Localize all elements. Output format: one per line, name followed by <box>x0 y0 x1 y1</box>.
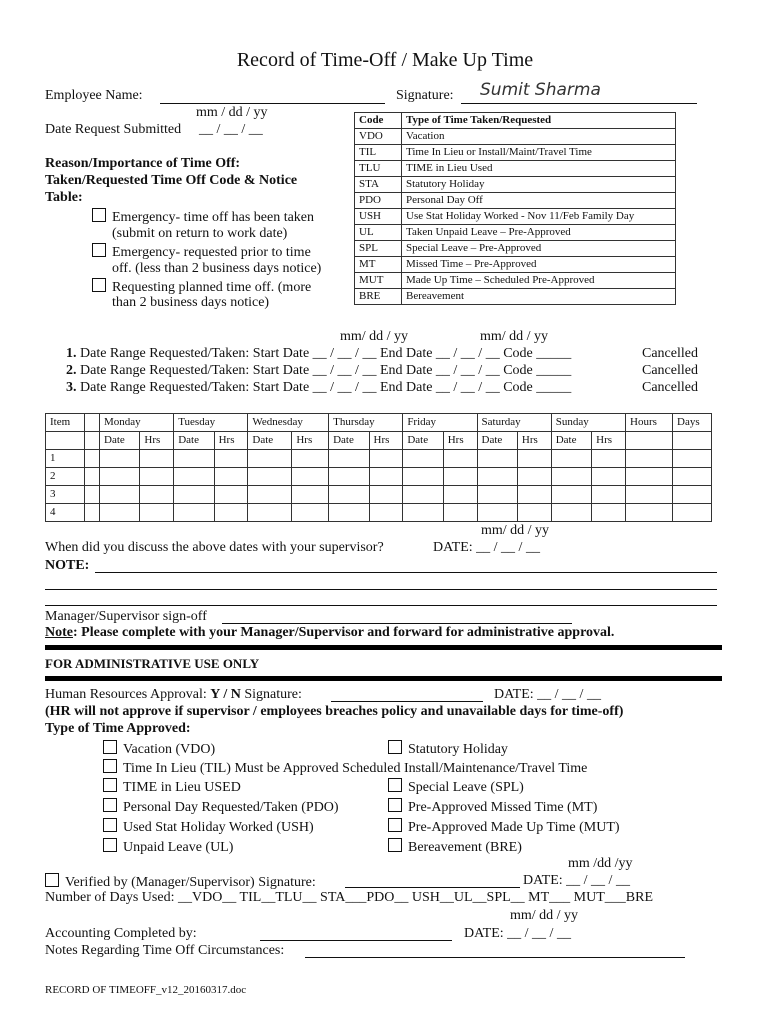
verified-date-format: mm /dd /yy <box>568 856 633 871</box>
date-range-row[interactable] <box>66 380 571 396</box>
date-range-text[interactable]: Date Range Requested/Taken: Start Date __ / __ / __ End Date __ / __ / __ Code _____ <box>80 363 572 378</box>
date-range-number: 3. <box>66 380 77 395</box>
week-cell[interactable] <box>403 504 443 522</box>
cancelled-label[interactable]: Cancelled <box>642 380 698 395</box>
type-cell: Missed Time – Pre-Approved <box>402 257 676 273</box>
week-row <box>46 468 712 486</box>
hr-approval-label: Human Resources Approval: <box>45 687 207 702</box>
week-cell[interactable] <box>626 486 673 504</box>
code-cell: USH <box>355 209 402 225</box>
week-cell[interactable] <box>248 450 292 468</box>
date-range-text[interactable]: Date Range Requested/Taken: Start Date __ / __ / __ End Date __ / __ / __ Code _____ <box>80 380 572 395</box>
date-subheader: Date <box>403 432 443 450</box>
code-cell: BRE <box>355 289 402 305</box>
code-table <box>354 112 676 305</box>
week-cell[interactable] <box>443 450 477 468</box>
type-cell: Taken Unpaid Leave – Pre-Approved <box>402 225 676 241</box>
approved-type-option[interactable] <box>103 818 314 836</box>
range-date-format-a: mm/ dd / yy <box>340 329 409 344</box>
approved-type-label: Bereavement (BRE) <box>408 840 522 855</box>
week-cell[interactable] <box>551 450 591 468</box>
approved-type-option[interactable] <box>388 838 522 856</box>
week-cell[interactable] <box>673 450 712 468</box>
discuss-date-field[interactable]: DATE: __ / __ / __ <box>433 540 540 555</box>
code-table-row <box>355 193 676 209</box>
week-cell[interactable] <box>85 504 100 522</box>
days-used-row[interactable]: Number of Days Used: __VDO__ TIL__TLU__ STA___PDO__ USH__UL__SPL__ MT___ MUT___BRE <box>45 890 653 905</box>
week-cell[interactable] <box>369 504 403 522</box>
week-cell[interactable] <box>329 486 369 504</box>
approved-type-label: TIME in Lieu USED <box>123 780 241 795</box>
week-cell[interactable] <box>214 504 248 522</box>
date-request-label: Date Request Submitted <box>45 122 182 137</box>
date-subheader: Date <box>174 432 214 450</box>
code-cell: VDO <box>355 129 402 145</box>
week-cell[interactable] <box>477 504 517 522</box>
accounting-field[interactable] <box>260 940 452 941</box>
hrs-subheader: Hrs <box>292 432 329 450</box>
week-cell[interactable] <box>248 486 292 504</box>
verified-date-field[interactable]: DATE: __ / __ / __ <box>523 873 630 888</box>
code-cell: TLU <box>355 161 402 177</box>
approved-type-option[interactable] <box>103 798 339 816</box>
week-cell[interactable] <box>140 486 174 504</box>
week-cell[interactable] <box>100 486 140 504</box>
week-cell[interactable] <box>517 468 551 486</box>
date-format-hint: mm / dd / yy <box>196 105 268 120</box>
date-subheader: Date <box>329 432 369 450</box>
week-cell[interactable] <box>329 504 369 522</box>
admin-heading: FOR ADMINISTRATIVE USE ONLY <box>45 656 260 671</box>
week-cell[interactable] <box>517 486 551 504</box>
week-cell[interactable] <box>214 486 248 504</box>
type-cell: Use Stat Holiday Worked - Nov 11/Feb Family Day <box>402 209 676 225</box>
reason-option-2[interactable]: Emergency- requested prior to time <box>92 243 311 261</box>
week-cell[interactable] <box>517 504 551 522</box>
code-cell: UL <box>355 225 402 241</box>
approved-type-label: Unpaid Leave (UL) <box>123 840 234 855</box>
blank-cell <box>85 414 100 432</box>
week-cell[interactable] <box>85 486 100 504</box>
approved-type-option[interactable] <box>388 778 524 796</box>
week-cell[interactable] <box>85 468 100 486</box>
week-cell[interactable] <box>626 504 673 522</box>
week-cell[interactable] <box>443 504 477 522</box>
date-range-row[interactable] <box>66 363 571 379</box>
code-cell: TIL <box>355 145 402 161</box>
note-field[interactable] <box>95 572 717 573</box>
week-cell[interactable] <box>292 504 329 522</box>
checkbox[interactable] <box>103 740 117 754</box>
week-cell[interactable] <box>369 486 403 504</box>
code-table-row <box>355 225 676 241</box>
signature-label: Signature: <box>396 88 454 103</box>
notes-regarding-label: Notes Regarding Time Off Circumstances: <box>45 943 285 958</box>
week-cell[interactable] <box>140 450 174 468</box>
type-cell: Personal Day Off <box>402 193 676 209</box>
reason-option-3-text: than 2 business days notice) <box>112 295 270 310</box>
approved-type-option[interactable] <box>103 740 215 758</box>
type-header: Type of Time Taken/Requested <box>402 113 676 129</box>
week-cell[interactable] <box>140 468 174 486</box>
date-subheader: Date <box>551 432 591 450</box>
hrs-subheader: Hrs <box>592 432 626 450</box>
checkbox[interactable] <box>103 838 117 852</box>
accounting-date-format: mm/ dd / yy <box>510 908 579 923</box>
reason-option-1[interactable]: Emergency- time off has been taken <box>92 208 314 226</box>
approved-type-label: Used Stat Holiday Worked (USH) <box>123 820 314 835</box>
code-cell: MT <box>355 257 402 273</box>
blank-cell <box>626 432 673 450</box>
week-cell[interactable] <box>673 468 712 486</box>
note-field-line-3[interactable] <box>45 605 717 606</box>
type-cell: Statutory Holiday <box>402 177 676 193</box>
employee-name-label: Employee Name: <box>45 88 143 103</box>
code-table-row <box>355 273 676 289</box>
code-table-row <box>355 241 676 257</box>
code-table-row <box>355 289 676 305</box>
approved-type-label: Time In Lieu (TIL) Must be Approved Scheduled Install/Maintenance/Travel Time <box>123 761 588 776</box>
approved-type-label: Special Leave (SPL) <box>408 780 524 795</box>
week-cell[interactable] <box>174 450 214 468</box>
checkbox[interactable] <box>92 208 106 222</box>
week-cell[interactable] <box>626 468 673 486</box>
checkbox[interactable] <box>388 798 402 812</box>
day-header: Thursday <box>329 414 403 432</box>
week-cell[interactable] <box>673 504 712 522</box>
week-cell[interactable] <box>592 450 626 468</box>
week-cell[interactable] <box>592 468 626 486</box>
hrs-subheader: Hrs <box>443 432 477 450</box>
code-cell: STA <box>355 177 402 193</box>
hrs-subheader: Hrs <box>140 432 174 450</box>
date-subheader: Date <box>248 432 292 450</box>
type-approved-heading: Type of Time Approved: <box>45 721 191 736</box>
reason-option-1-text: (submit on return to work date) <box>112 226 288 241</box>
verified-label: Verified by (Manager/Supervisor) Signature: <box>65 875 316 890</box>
approved-type-option[interactable] <box>388 798 597 816</box>
employee-name-field[interactable] <box>160 103 385 104</box>
checkbox[interactable] <box>103 778 117 792</box>
hr-warning: (HR will not approve if supervisor / employees breaches policy and unavailable days for time-off) <box>45 704 624 719</box>
approved-type-option[interactable] <box>388 740 508 758</box>
type-cell: Special Leave – Pre-Approved <box>402 241 676 257</box>
item-number: 4 <box>46 504 85 522</box>
approved-type-option[interactable] <box>103 838 233 856</box>
code-table-row <box>355 177 676 193</box>
blank-cell <box>46 432 85 450</box>
week-cell[interactable] <box>551 486 591 504</box>
type-cell: Time In Lieu or Install/Maint/Travel Time <box>402 145 676 161</box>
reason-option-3[interactable]: Requesting planned time off. (more <box>92 278 311 296</box>
week-cell[interactable] <box>140 504 174 522</box>
approved-type-label: Pre-Approved Made Up Time (MUT) <box>408 820 620 835</box>
week-cell[interactable] <box>329 450 369 468</box>
code-table-row <box>355 145 676 161</box>
week-cell[interactable] <box>443 468 477 486</box>
page-title: Record of Time-Off / Make Up Time <box>236 49 534 71</box>
reason-heading-2: Taken/Requested Time Off Code & Notice <box>45 173 298 188</box>
week-cell[interactable] <box>174 504 214 522</box>
instruction-note <box>45 625 614 641</box>
week-subheader-row <box>46 432 712 450</box>
checkbox[interactable] <box>103 798 117 812</box>
type-cell: Made Up Time – Scheduled Pre-Approved <box>402 273 676 289</box>
verified-signature-field[interactable] <box>345 887 520 888</box>
week-cell[interactable] <box>403 450 443 468</box>
reason-heading: Reason/Importance of Time Off: <box>45 156 241 171</box>
code-table-row <box>355 161 676 177</box>
code-table-row <box>355 129 676 145</box>
code-table-row <box>355 257 676 273</box>
code-table-header <box>355 113 676 129</box>
signature-field[interactable] <box>461 103 697 104</box>
code-cell: MUT <box>355 273 402 289</box>
hrs-subheader: Hrs <box>517 432 551 450</box>
blank-cell <box>673 432 712 450</box>
hr-yes-no[interactable]: Y / N <box>210 687 241 702</box>
hr-signature-field[interactable] <box>331 701 483 702</box>
date-request-field[interactable]: __ / __ / __ <box>199 122 263 137</box>
accounting-date-field[interactable]: DATE: __ / __ / __ <box>464 926 571 941</box>
verified-row[interactable] <box>45 873 316 891</box>
week-cell[interactable] <box>626 450 673 468</box>
type-cell: Bereavement <box>402 289 676 305</box>
notes-regarding-field[interactable] <box>305 957 685 958</box>
day-header: Tuesday <box>174 414 248 432</box>
week-cell[interactable] <box>477 486 517 504</box>
hr-approval-row <box>45 687 302 703</box>
discuss-date-format: mm/ dd / yy <box>481 523 550 538</box>
checkbox[interactable] <box>103 759 117 773</box>
week-cell[interactable] <box>592 504 626 522</box>
reason-heading-3: Table: <box>45 190 83 205</box>
approved-type-option[interactable] <box>103 778 241 796</box>
week-row <box>46 486 712 504</box>
week-cell[interactable] <box>403 486 443 504</box>
week-cell[interactable] <box>369 450 403 468</box>
week-cell[interactable] <box>100 504 140 522</box>
week-cell[interactable] <box>477 468 517 486</box>
type-cell: Vacation <box>402 129 676 145</box>
week-cell[interactable] <box>443 486 477 504</box>
week-cell[interactable] <box>477 450 517 468</box>
approved-type-label: Personal Day Requested/Taken (PDO) <box>123 800 339 815</box>
day-header: Wednesday <box>248 414 329 432</box>
day-header: Monday <box>100 414 174 432</box>
week-cell[interactable] <box>85 450 100 468</box>
hr-date-field[interactable]: DATE: __ / __ / __ <box>494 687 601 702</box>
manager-signoff-label: Manager/Supervisor sign-off <box>45 609 207 624</box>
cancelled-label[interactable]: Cancelled <box>642 363 698 378</box>
week-cell[interactable] <box>292 468 329 486</box>
date-range-number: 1. <box>66 346 77 361</box>
days-header: Days <box>673 414 712 432</box>
code-cell: SPL <box>355 241 402 257</box>
type-cell: TIME in Lieu Used <box>402 161 676 177</box>
checkbox[interactable] <box>45 873 59 887</box>
hrs-subheader: Hrs <box>214 432 248 450</box>
note-field-line-2[interactable] <box>45 589 717 590</box>
checkbox[interactable] <box>388 818 402 832</box>
manager-signoff-field[interactable] <box>222 623 572 624</box>
code-cell: PDO <box>355 193 402 209</box>
date-range-row[interactable] <box>66 346 571 362</box>
checkbox[interactable] <box>388 740 402 754</box>
date-range-number: 2. <box>66 363 77 378</box>
week-cell[interactable] <box>292 450 329 468</box>
item-number: 3 <box>46 486 85 504</box>
blank-cell <box>85 432 100 450</box>
item-number: 1 <box>46 450 85 468</box>
reason-option-2-text: off. (less than 2 business days notice) <box>112 261 322 276</box>
week-cell[interactable] <box>214 468 248 486</box>
section-divider <box>45 645 722 650</box>
week-cell[interactable] <box>292 486 329 504</box>
checkbox[interactable] <box>388 778 402 792</box>
item-number: 2 <box>46 468 85 486</box>
section-divider-2 <box>45 676 722 681</box>
approved-type-option[interactable] <box>103 759 587 777</box>
approved-type-option[interactable] <box>388 818 620 836</box>
week-cell[interactable] <box>369 468 403 486</box>
checkbox[interactable] <box>92 243 106 257</box>
week-cell[interactable] <box>174 486 214 504</box>
signature-value: Sumit Sharma <box>480 80 601 100</box>
week-cell[interactable] <box>517 450 551 468</box>
date-subheader: Date <box>100 432 140 450</box>
day-header: Sunday <box>551 414 625 432</box>
week-row <box>46 504 712 522</box>
instruction-note-text: : Please complete with your Manager/Supervisor and forward for administrative approval. <box>73 625 615 640</box>
week-cell[interactable] <box>248 504 292 522</box>
week-cell[interactable] <box>248 468 292 486</box>
week-header-row <box>46 414 712 432</box>
approved-type-label: Statutory Holiday <box>408 742 508 757</box>
day-header: Saturday <box>477 414 551 432</box>
hr-signature-label: Signature: <box>244 687 302 702</box>
code-table-row <box>355 209 676 225</box>
date-range-text[interactable]: Date Range Requested/Taken: Start Date __ / __ / __ End Date __ / __ / __ Code _____ <box>80 346 572 361</box>
week-cell[interactable] <box>551 468 591 486</box>
item-header: Item <box>46 414 85 432</box>
approved-type-label: Vacation (VDO) <box>123 742 216 757</box>
week-cell[interactable] <box>673 486 712 504</box>
checkbox[interactable] <box>92 278 106 292</box>
day-header: Friday <box>403 414 477 432</box>
week-row <box>46 450 712 468</box>
note-label: NOTE: <box>45 558 90 573</box>
weekly-hours-table <box>45 413 712 522</box>
hours-header: Hours <box>626 414 673 432</box>
week-cell[interactable] <box>174 468 214 486</box>
accounting-label: Accounting Completed by: <box>45 926 197 941</box>
instruction-note-label: Note <box>45 625 73 640</box>
week-cell[interactable] <box>100 468 140 486</box>
cancelled-label[interactable]: Cancelled <box>642 346 698 361</box>
date-subheader: Date <box>477 432 517 450</box>
checkbox[interactable] <box>388 838 402 852</box>
week-cell[interactable] <box>551 504 591 522</box>
approved-type-label: Pre-Approved Missed Time (MT) <box>408 800 598 815</box>
week-cell[interactable] <box>329 468 369 486</box>
week-cell[interactable] <box>592 486 626 504</box>
week-cell[interactable] <box>403 468 443 486</box>
week-cell[interactable] <box>100 450 140 468</box>
footer-filename: RECORD OF TIMEOFF_v12_20160317.doc <box>45 984 247 996</box>
code-header: Code <box>355 113 402 129</box>
week-cell[interactable] <box>214 450 248 468</box>
checkbox[interactable] <box>103 818 117 832</box>
discuss-label: When did you discuss the above dates with your supervisor? <box>45 540 384 555</box>
range-date-format-b: mm/ dd / yy <box>480 329 549 344</box>
hrs-subheader: Hrs <box>369 432 403 450</box>
